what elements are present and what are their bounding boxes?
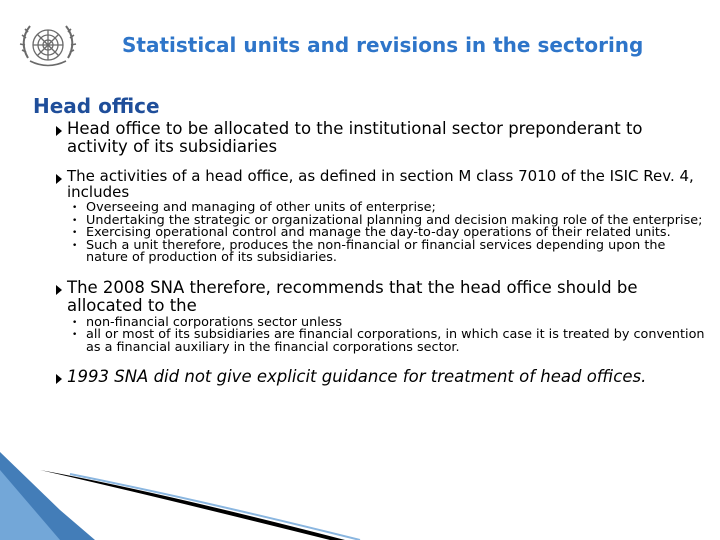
sub-item-text: Overseeing and managing of other units of enterprise; [86,200,436,215]
bullet-item [48,120,708,156]
sub-item-text: non-financial corporations sector unless [86,314,343,330]
bullet-text: The 2008 SNA therefore, recommends that the head office should be allocated to the [67,277,638,315]
sub-list-item [67,237,708,265]
sub-bullet-dot: • [72,240,78,251]
triangle-bullet-icon [56,126,62,136]
un-emblem-icon [18,18,78,74]
bullet-text: The activities of a head office, as defined in section M class 7010 of the ISIC Rev. 4, includes [67,167,694,201]
sub-bullet-dot: • [72,215,78,226]
triangle-bullet-icon [56,174,62,184]
bullet-text: 1993 SNA did not give explicit guidance for treatment of head offices. [67,367,647,386]
decorative-swoosh [0,440,720,540]
bullet-text: Head office to be allocated to the institutional sector preponderant to activity of its subsidiaries [67,119,643,156]
sub-bullet-dot: • [72,228,78,238]
bullet-item [48,368,708,386]
sub-item-text: Exercising operational control and manage the day-to-day operations of their related units. [86,225,671,240]
sub-list [67,314,708,355]
slide-content [48,120,708,396]
sub-list-item [67,329,708,354]
sub-item-text: all or most of its subsidiaries are financial corporations, in which case it is treated by convention as a financial auxiliary in the financial corporations sector. [86,327,705,355]
slide-title: Statistical units and revisions in the sectoring [122,33,644,57]
triangle-bullet-icon [56,374,62,384]
sub-bullet-dot: • [72,330,78,340]
bullet-item [48,279,708,355]
bullet-item [48,168,708,265]
sub-item-text: Undertaking the strategic or organizational planning and decision making role of the enterprise; [86,212,703,228]
sub-item-text: Such a unit therefore, produces the non-financial or financial services depending upon the nature of production of its subsidiaries. [86,237,666,265]
triangle-bullet-icon [56,285,62,295]
sub-bullet-dot: • [72,203,78,213]
sub-list [67,202,708,265]
sub-bullet-dot: • [72,317,78,328]
section-heading: Head office [33,94,160,118]
